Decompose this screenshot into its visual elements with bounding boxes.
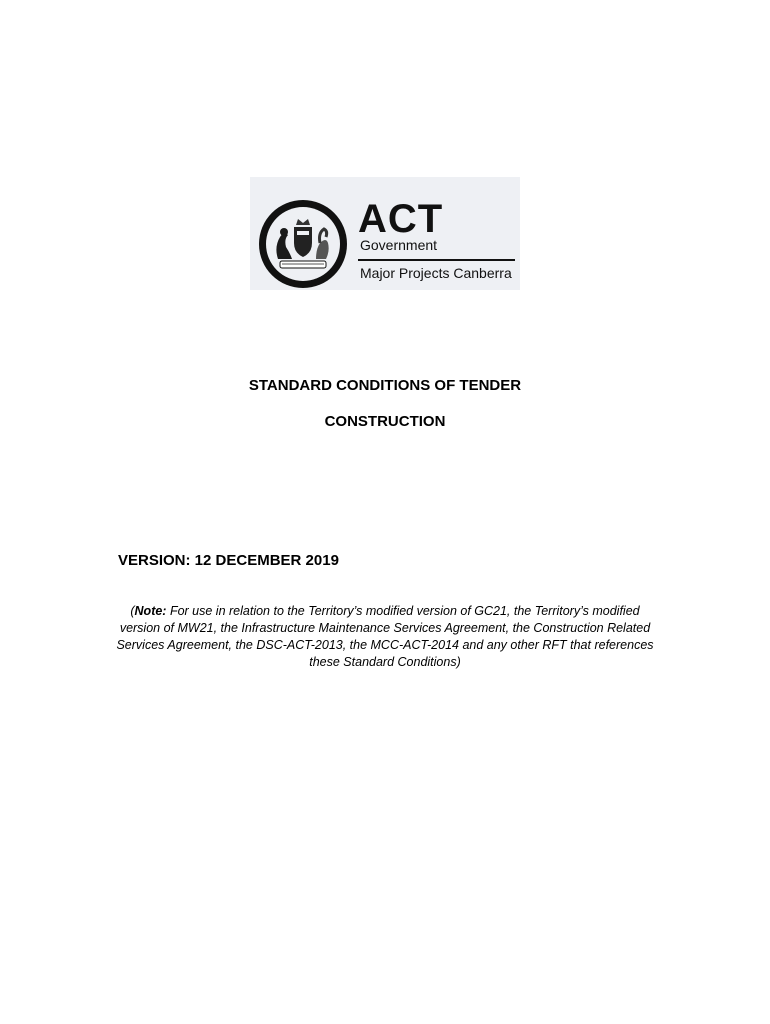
version-label: VERSION: 12 DECEMBER 2019 [118, 552, 339, 569]
act-government-logo [250, 177, 520, 290]
note-paragraph [112, 603, 658, 671]
note-label: Note: [134, 604, 167, 618]
note-open-paren: ( [130, 604, 135, 618]
logo-act-text: ACT [358, 197, 444, 241]
logo-divider [358, 259, 515, 261]
logo-government-text: Government [360, 237, 438, 253]
logo-division-text: Major Projects Canberra [360, 265, 512, 281]
note-text: For use in relation to the Territory’s modified version of GC21, the Territory’s modified version of MW21, the Infrastructure Maintenance Services Agreement, the Construction Related Services Agreement, the DSC-ACT-2013, the MCC-ACT-2014 and any other RFT that references these Standard Conditions) [116, 604, 654, 669]
document-title: STANDARD CONDITIONS OF TENDER [248, 377, 522, 394]
coat-of-arms-icon [250, 177, 360, 290]
document-subtitle: CONSTRUCTION [324, 413, 446, 430]
